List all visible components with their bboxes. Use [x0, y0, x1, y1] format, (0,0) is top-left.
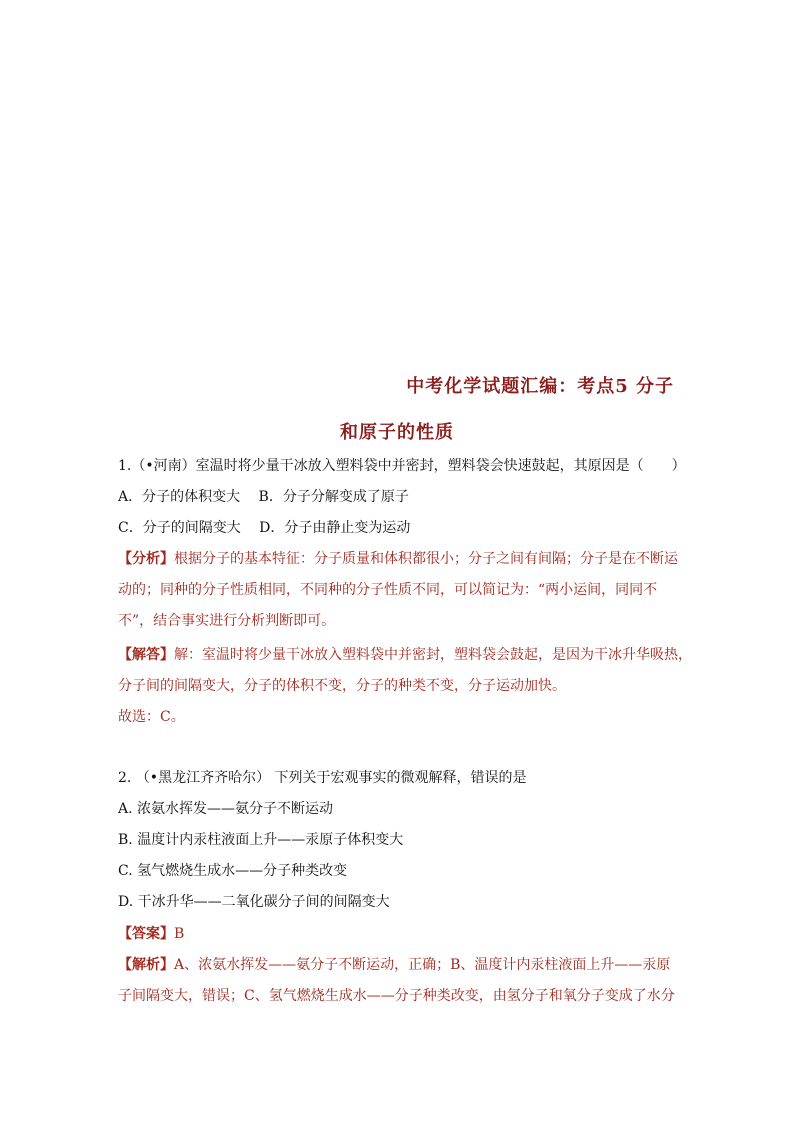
document-title-line2: 和原子的性质: [340, 422, 454, 443]
q1-analysis-line3: 不”，结合事实进行分析判断即可。: [118, 613, 336, 629]
q1-analysis-tag: 【分析】: [118, 551, 174, 567]
q1-solution-tag: 【解答】: [118, 647, 174, 663]
q2-option-d: D. 干冰升华——二氧化碳分子间的间隔变大: [118, 894, 390, 910]
q2-analysis-tag: 【解析】: [118, 957, 174, 973]
q1-stem: 1.（•河南）室温时将少量干冰放入塑料袋中并密封，塑料袋会快速鼓起，其原因是（ ）: [118, 458, 686, 474]
q1-analysis-line2: 动的；同种的分子性质相同，不同种的分子性质不同，可以简记为：“两小运间，同同不: [118, 582, 658, 598]
q2-analysis-line1: [118, 955, 678, 975]
q1-analysis-text1: 根据分子的基本特征：分子质量和体积都很小；分子之间有间隔；分子是在不断运: [174, 551, 678, 567]
q1-solution-line2: 分子间的间隔变大，分子的体积不变，分子的种类不变，分子运动加快。: [118, 678, 566, 694]
q2-answer-tag: 【答案】: [118, 926, 174, 942]
q1-solution-line1: [118, 645, 692, 665]
q1-choice: 故选：C。: [118, 709, 185, 725]
q2-analysis-text1: A、浓氨水挥发——氨分子不断运动，正确；B、温度计内汞柱液面上升——汞原: [174, 957, 671, 973]
q2-stem: 2. （•黑龙江齐齐哈尔） 下列关于宏观事实的微观解释，错误的是: [118, 770, 527, 786]
q2-option-c: C. 氢气燃烧生成水——分子种类改变: [118, 863, 348, 879]
q1-options-ab: A．分子的体积变大 B．分子分解变成了原子: [118, 489, 409, 505]
q1-options-cd: C．分子的间隔变大 D．分子由静止变为运动: [118, 520, 411, 536]
q2-option-a: A. 浓氨水挥发——氨分子不断运动: [118, 801, 334, 817]
q1-solution-text1: 解：室温时将少量干冰放入塑料袋中并密封，塑料袋会鼓起，是因为干冰升华吸热，: [174, 647, 692, 663]
q2-analysis-line2: 子间隔变大，错误；C、氢气燃烧生成水——分子种类改变，由氢分子和氧分子变成了水分: [118, 988, 675, 1004]
q1-analysis-line1: [118, 549, 678, 569]
q2-answer: [118, 924, 678, 944]
q2-option-b: B. 温度计内汞柱液面上升——汞原子体积变大: [118, 832, 404, 848]
q2-answer-value: B: [174, 926, 185, 942]
document-title-line1: 中考化学试题汇编：考点5 分子: [406, 376, 674, 397]
